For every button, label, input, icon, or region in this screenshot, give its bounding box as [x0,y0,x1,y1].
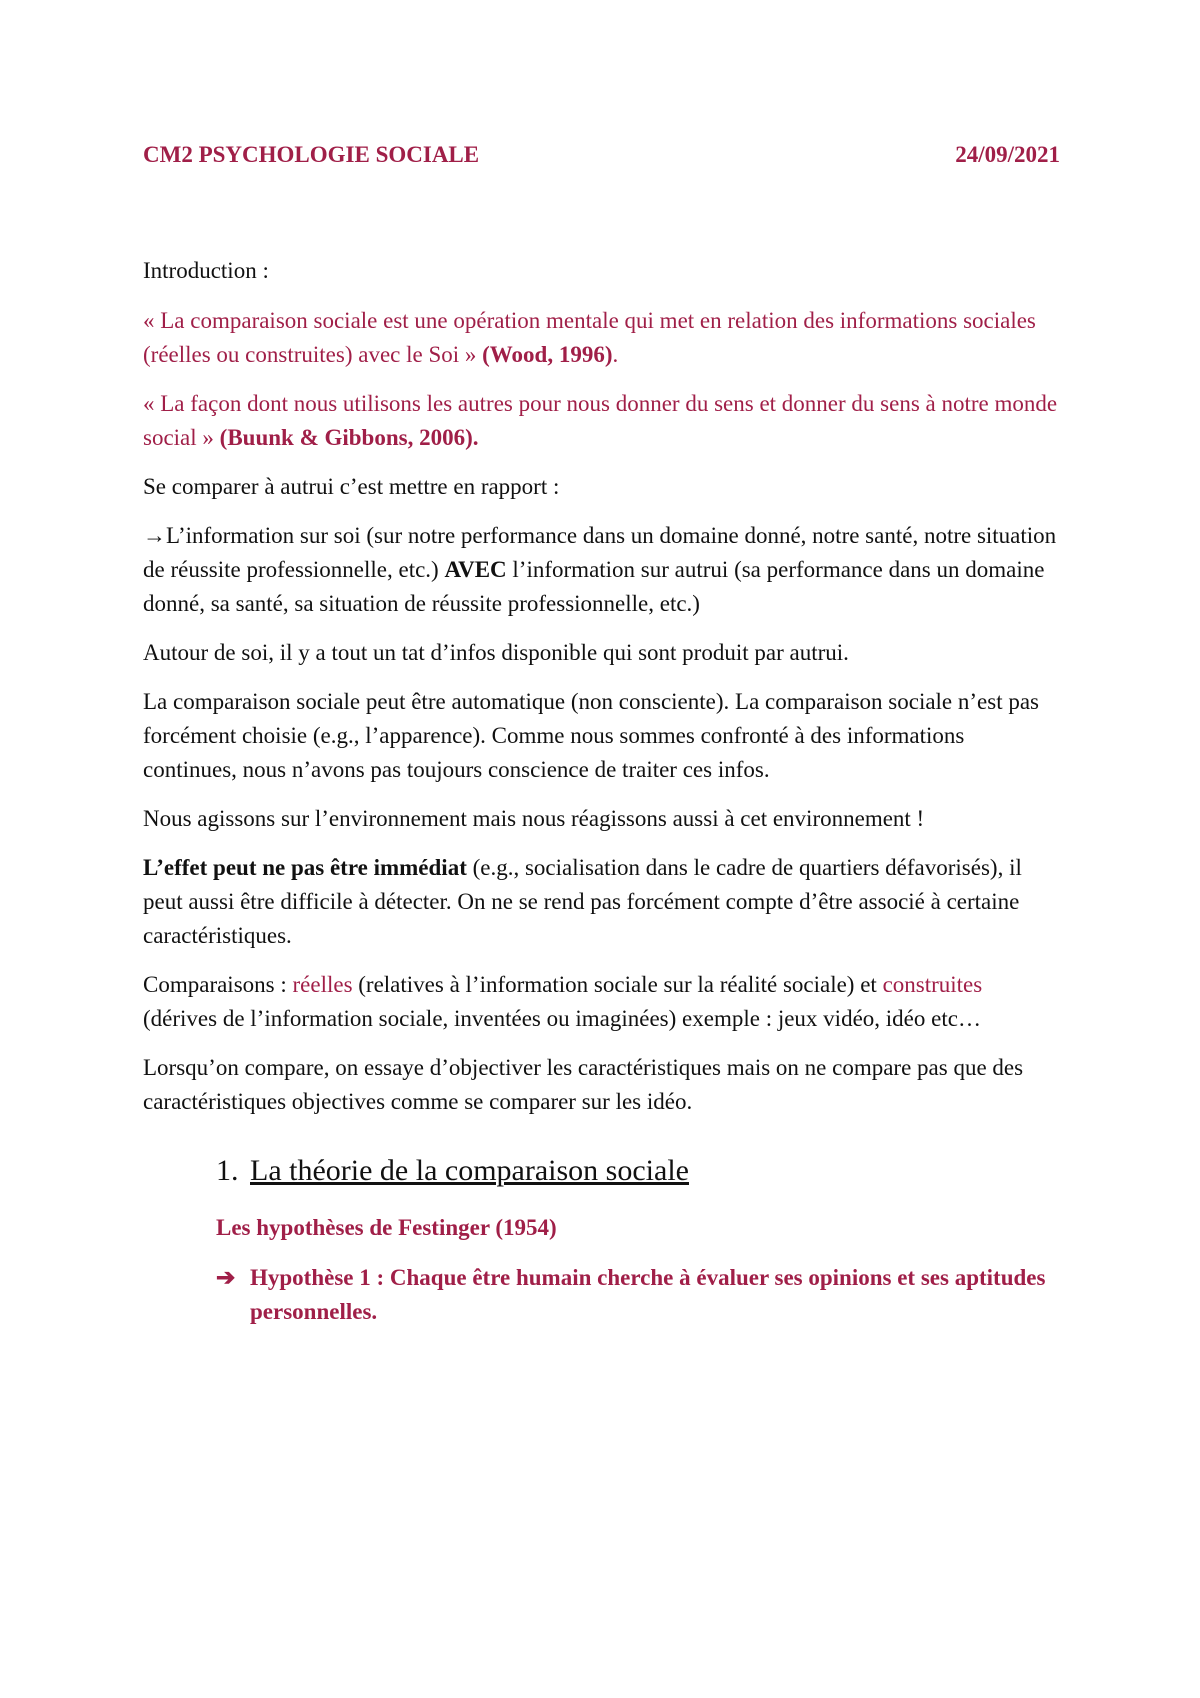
comparaisons-reelles: réelles [292,972,353,997]
quote-wood-end: . [612,342,619,367]
paragraph-agissons: Nous agissons sur l’environnement mais nous réagissons aussi à cet environnement ! [143,806,925,831]
quote-wood-text: « La comparaison sociale est une opération mentale qui met en relation des informations sociales (réelles ou construites) avec le Soi » [143,308,1036,367]
quote-buunk [143,387,1060,455]
paragraph-autour: Autour de soi, il y a tout un tat d’infos disponible qui sont produit par autrui. [143,640,849,665]
intro-heading: Introduction : [143,258,269,283]
section-title: La théorie de la comparaison sociale [250,1154,689,1187]
comparaisons-rest: (dérives de l’information sociale, inventées ou imaginées) exemple : jeux vidéo, idéo etc… [143,1006,981,1031]
paragraph-effet [143,851,1060,953]
paragraph-lorsqu: Lorsqu’on compare, on essaye d’objectiver les caractéristiques mais on ne compare pas que des caractéristiques objectives comme se comparer sur les idéo. [143,1055,1024,1114]
paragraph-automatique: La comparaison sociale peut être automatique (non consciente). La comparaison sociale n’est pas forcément choisie (e.g., l’apparence). Comme nous sommes confronté à des informations continues, nous n’avons pas toujours conscience de traiter ces infos. [143,689,1040,782]
quote-buunk-citation: (Buunk & Gibbons, 2006). [219,425,479,450]
quote-wood-citation: (Wood, 1996) [482,342,613,367]
paragraph-information [143,519,1060,621]
quote-wood [143,304,1060,372]
section-heading [216,1151,1060,1191]
effet-bold: L’effet peut ne pas être immédiat [143,855,467,880]
section-number: 1. [216,1154,239,1187]
document-header [143,142,1060,168]
information-avec: AVEC [444,557,507,582]
hypothesis-1-text: Hypothèse 1 : Chaque être humain cherche à évaluer ses opinions et ses aptitudes personnelles. [250,1265,1046,1324]
comparaisons-construites: construites [882,972,983,997]
comparaisons-mid: (relatives à l’information sociale sur la réalité sociale) et [352,972,883,997]
information-part1: L’information sur soi (sur notre performance dans un domaine donné, notre santé, notre situation de réussite professionnelle, etc.) [143,523,1057,582]
document-date: 24/09/2021 [955,142,1060,167]
document-title: CM2 PSYCHOLOGIE SOCIALE [143,142,480,167]
effet-rest: (e.g., socialisation dans le cadre de quartiers défavorisés), il peut aussi être difficile à détecter. On ne se rend pas forcément compte d’être associé à certaine caractéristiques. [143,855,1022,948]
subsection-heading: Les hypothèses de Festinger (1954) [216,1215,557,1240]
hypothesis-1 [216,1261,1060,1329]
paragraph-rapport: Se comparer à autrui c’est mettre en rapport : [143,474,560,499]
quote-buunk-text: « La façon dont nous utilisons les autres pour nous donner du sens et donner du sens à notre monde social » [143,391,1058,450]
comparaisons-lead: Comparaisons : [143,972,293,997]
right-arrow-icon: → [143,523,166,548]
information-part2: l’information sur autrui (sa performance dans un domaine donné, sa santé, sa situation de réussite professionnelle, etc.) [143,557,1045,616]
paragraph-comparaisons [143,968,1060,1036]
bold-arrow-icon: ➔ [216,1265,236,1290]
